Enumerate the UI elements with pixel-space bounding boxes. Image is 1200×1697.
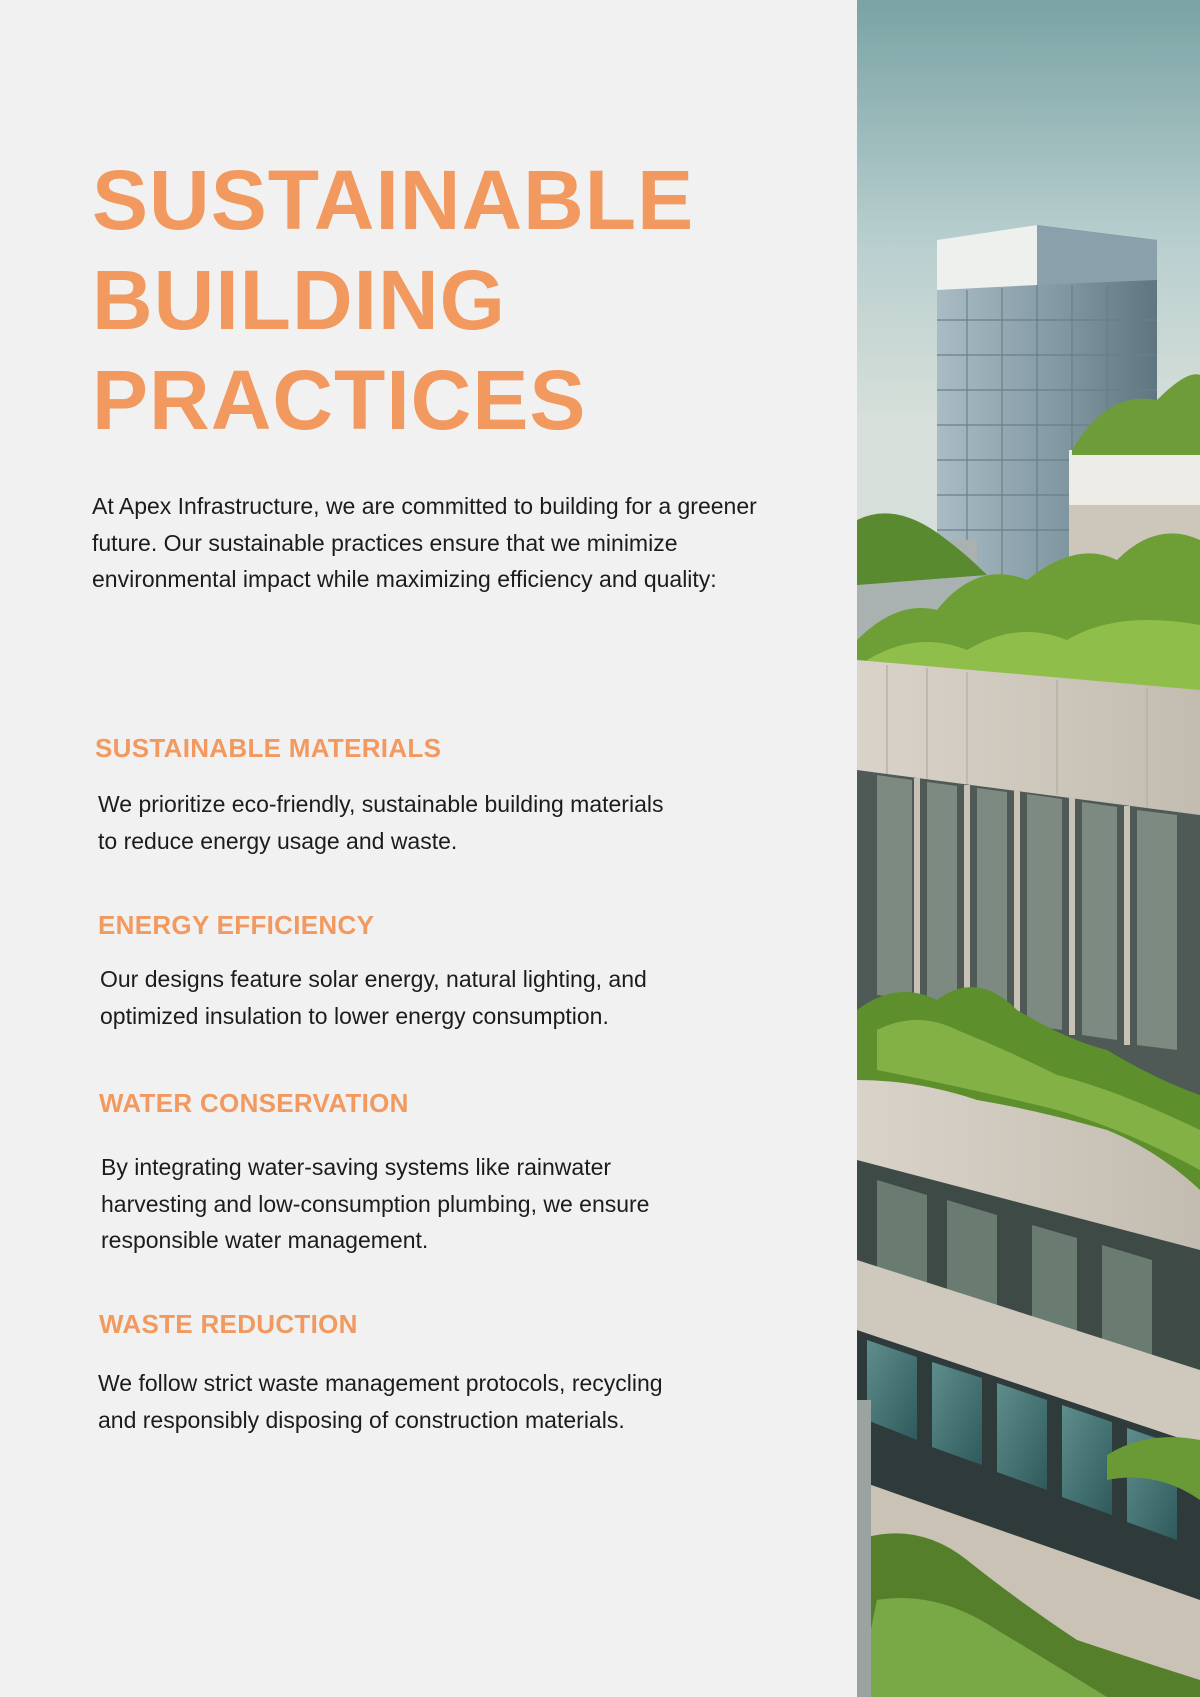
section-heading-materials: SUSTAINABLE MATERIALS [95,733,442,763]
section-heading-water: WATER CONSERVATION [99,1088,409,1118]
body-line: Our designs feature solar energy, natural lighting, and [100,966,647,992]
body-line: harvesting and low-consumption plumbing, we ensure [101,1190,650,1217]
section-body-materials [98,786,778,859]
body-line: We follow strict waste management protocols, recycling [98,1370,663,1396]
section-body-water [101,1149,781,1259]
intro-paragraph: At Apex Infrastructure, we are committed to building for a greener future. Our sustainable practices ensure that we minimize environmental impact while maximizing efficiency and quality: [92,493,757,592]
building-photo [857,0,1200,1697]
page-title [92,150,832,450]
section-heading-energy: ENERGY EFFICIENCY [98,910,375,940]
section-heading-waste: WASTE REDUCTION [99,1309,358,1339]
body-line: optimized insulation to lower energy consumption. [100,1002,609,1029]
section-body-waste [98,1365,778,1438]
body-line: We prioritize eco-friendly, sustainable building materials [98,791,664,817]
body-line: to reduce energy usage and waste. [98,827,458,854]
title-line: BUILDING [92,253,506,347]
section-body-energy [100,961,780,1034]
body-line: responsible water management. [101,1227,429,1253]
title-line: PRACTICES [92,353,587,447]
body-line: By integrating water-saving systems like rainwater [101,1154,612,1180]
body-line: and responsibly disposing of construction materials. [98,1406,625,1433]
title-line: SUSTAINABLE [92,153,695,247]
